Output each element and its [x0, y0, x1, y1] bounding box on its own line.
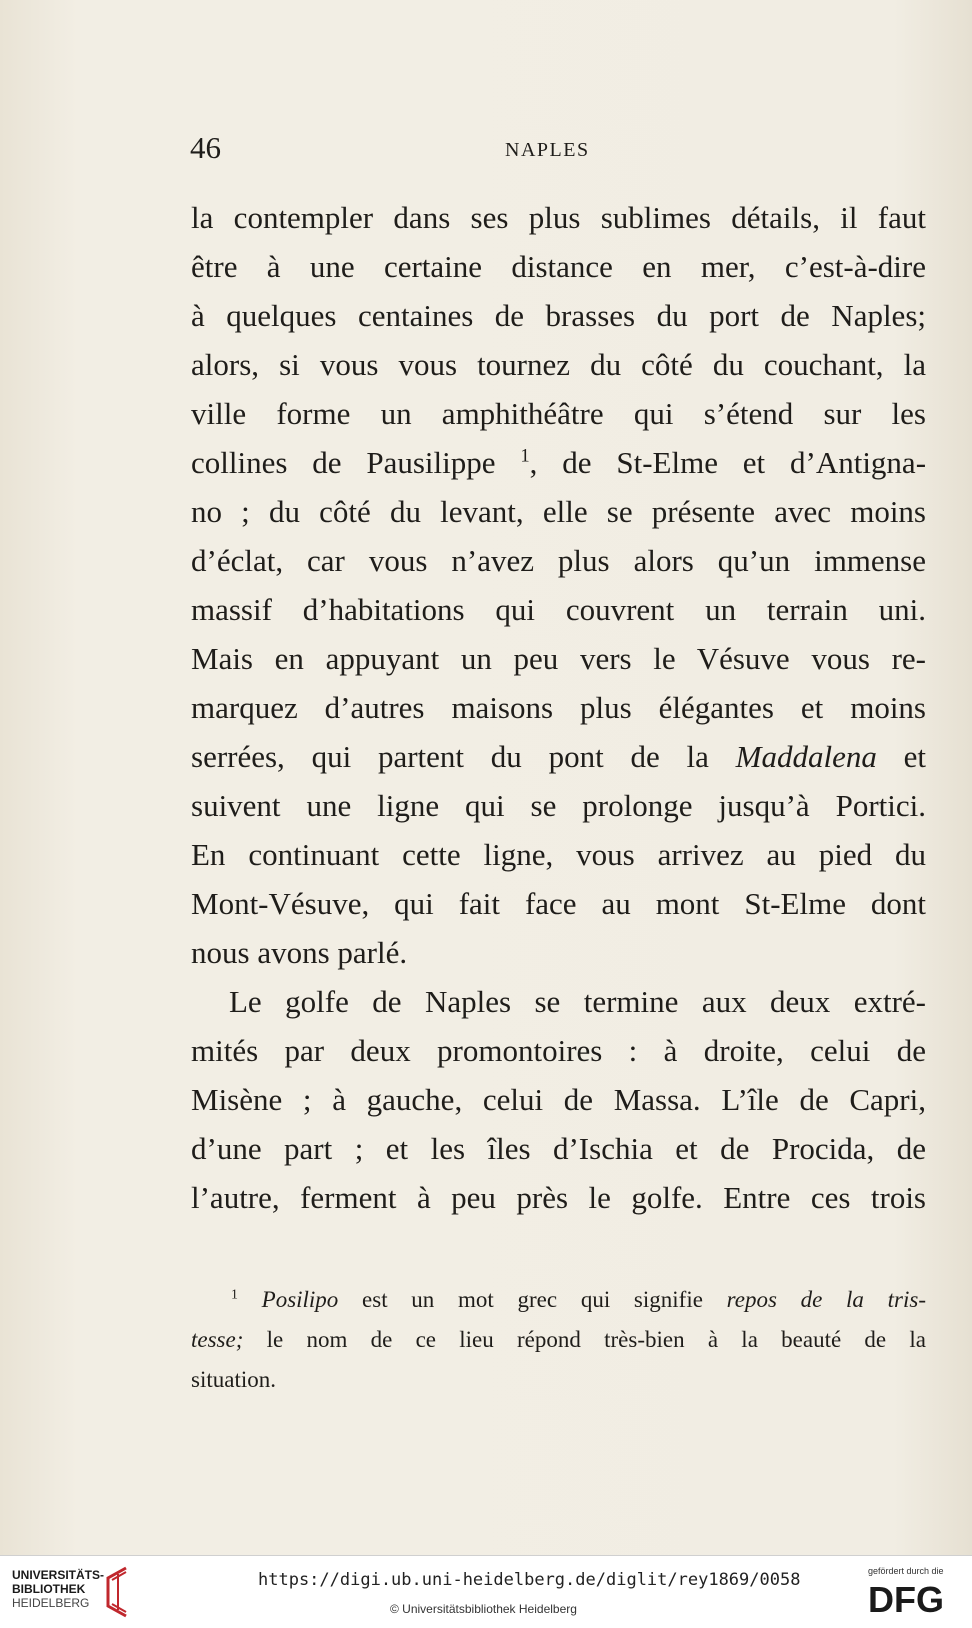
text-line: suivent une ligne qui se prolonge jusqu’à Portici. — [191, 788, 926, 823]
footnote-line — [191, 1280, 926, 1320]
text-line: Mais en appuyant un peu vers le Vésuve vous re- — [191, 641, 926, 676]
dfg-logo-text: DFG — [868, 1580, 944, 1616]
text-fragment: et — [876, 739, 927, 774]
sponsor-caption: gefördert durch die — [868, 1566, 944, 1576]
footnote-phrase: repos de la tris- — [726, 1287, 926, 1312]
page-number: 46 — [190, 130, 221, 165]
footnote-phrase: tesse; — [191, 1327, 244, 1352]
text-line: Misène ; à gauche, celui de Massa. L’île de Capri, — [191, 1082, 926, 1117]
text-line: mités par deux promontoires : à droite, celui de — [191, 1033, 926, 1068]
text-line: no ; du côté du levant, elle se présente avec moins — [191, 494, 926, 529]
library-logo-icon[interactable] — [98, 1566, 134, 1618]
footnote-reference: 1 — [520, 445, 530, 467]
footnote-marker: 1 — [231, 1286, 238, 1302]
text-line: En continuant cette ligne, vous arrivez au pied du — [191, 837, 926, 872]
text-line: d’éclat, car vous n’avez plus alors qu’un immense — [191, 543, 926, 578]
text-line: Mont-Vésuve, qui fait face au mont St-Elme dont — [191, 886, 926, 921]
italic-place-name: Maddalena — [735, 739, 877, 774]
text-line: à quelques centaines de brasses du port de Naples; — [191, 298, 926, 333]
footnote-term: Posilipo — [261, 1287, 339, 1312]
body-text — [191, 193, 926, 1222]
footnote-text: le nom de ce lieu répond très-bien à la beauté de la — [243, 1327, 926, 1352]
text-line: marquez d’autres maisons plus élégantes et moins — [191, 690, 926, 725]
text-line: nous avons parlé. — [191, 935, 408, 970]
text-line: ville forme un amphithéâtre qui s’étend sur les — [191, 396, 926, 431]
library-name-line: HEIDELBERG — [12, 1596, 90, 1610]
footnote — [191, 1280, 926, 1400]
text-line: d’une part ; et les îles d’Ischia et de Procida, de — [191, 1131, 926, 1166]
text-fragment: serrées, qui partent du pont de la — [191, 739, 709, 774]
footnote-line — [191, 1320, 926, 1360]
library-name[interactable] — [12, 1568, 104, 1610]
running-title: NAPLES — [505, 139, 590, 161]
text-line: massif d’habitations qui couvrent un terrain uni. — [191, 592, 926, 627]
copyright-notice: © Universitätsbibliothek Heidelberg — [390, 1602, 577, 1616]
library-name-line: BIBLIOTHEK — [12, 1582, 86, 1596]
page-header — [190, 130, 925, 180]
footnote-text: est un mot grec qui signifie — [338, 1287, 727, 1312]
permalink-url[interactable]: https://digi.ub.uni-heidelberg.de/diglit/rey1869/0058 — [258, 1570, 801, 1590]
text-line: alors, si vous vous tournez du côté du couchant, la — [191, 347, 926, 382]
library-name-line: UNIVERSITÄTS- — [12, 1568, 105, 1582]
text-line — [191, 438, 926, 487]
dfg-logo-icon[interactable] — [868, 1580, 962, 1616]
viewer-footer — [0, 1555, 972, 1628]
text-line — [191, 732, 926, 781]
footnote-line: situation. — [191, 1367, 276, 1392]
text-line: la contempler dans ses plus sublimes détails, il faut — [191, 200, 926, 235]
text-line: Le golfe de Naples se termine aux deux extré- — [229, 984, 926, 1019]
text-fragment: collines de Pausilippe — [191, 445, 496, 480]
text-line: l’autre, ferment à peu près le golfe. Entre ces trois — [191, 1180, 926, 1215]
text-line: être à une certaine distance en mer, c’est-à-dire — [191, 249, 926, 284]
text-fragment: , de St-Elme et d’Antigna- — [529, 445, 927, 480]
